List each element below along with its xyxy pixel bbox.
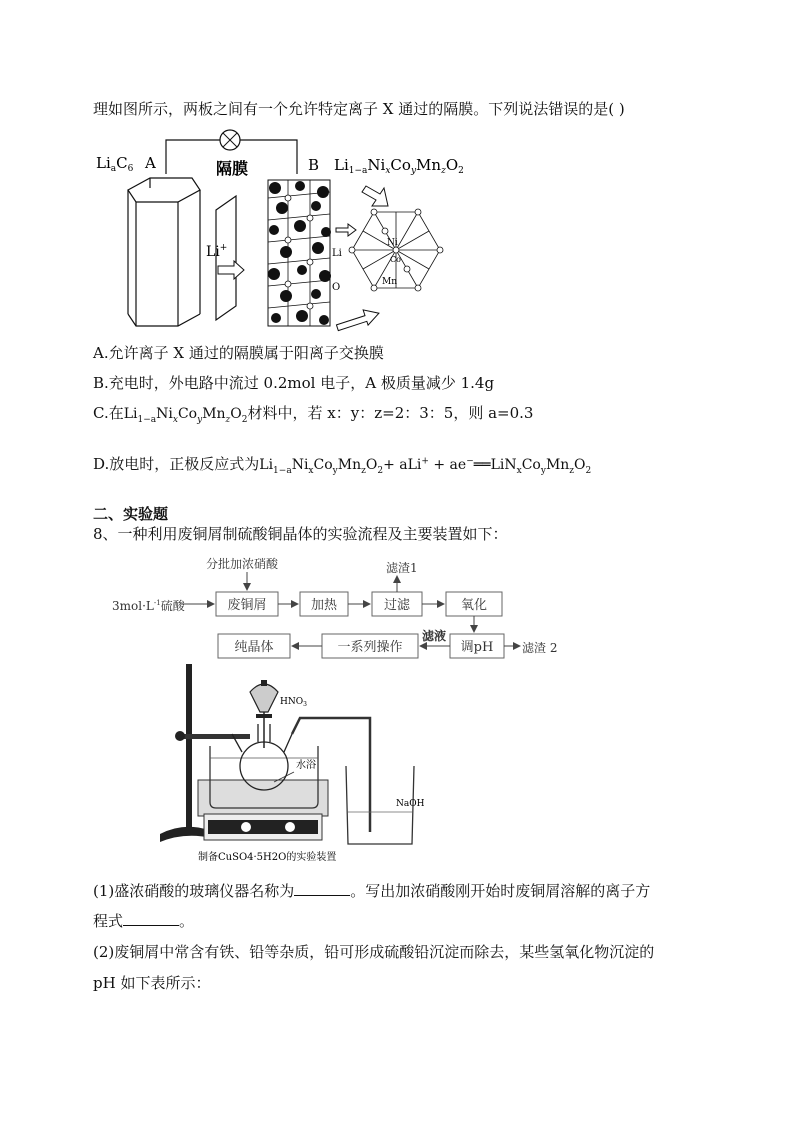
plate-b-label: B xyxy=(308,156,320,174)
li-ion-label: Li+ xyxy=(206,243,228,260)
lattice-li-label: Li xyxy=(332,248,342,259)
residue-2: 滤渣 2 xyxy=(522,641,558,655)
option-b: B.充电时，外电路中流过 0.2mol 电子，A 极质量减少 1.4g xyxy=(93,374,495,392)
subquestion-1-line2: 程式 。 xyxy=(93,912,195,930)
separatory-funnel xyxy=(250,680,278,748)
membrane-label: 隔膜 xyxy=(216,159,249,178)
lattice-o-label: O xyxy=(332,282,341,293)
hno3-label: $HNO_3$ xyxy=(280,697,307,708)
answer-blank-1[interactable] xyxy=(294,881,350,896)
anode-formula: $Li_aC_6$ xyxy=(96,154,134,174)
process-flowchart xyxy=(110,552,570,660)
question-8-stem: 8、一种利用废铜屑制硫酸铜晶体的实验流程及主要装置如下： xyxy=(93,525,508,543)
subquestion-2-line2: pH 如下表所示： xyxy=(93,974,211,992)
filtrate-label: 滤液 xyxy=(422,629,447,643)
plate-a-label: A xyxy=(145,154,156,172)
subquestion-1-line1: (1)盛浓硝酸的玻璃仪器名称为 。写出加浓硝酸刚开始时废铜屑溶解的离子方 xyxy=(93,882,651,900)
option-a: A.允许离子 X 通过的隔膜属于阳离子交换膜 xyxy=(93,344,384,362)
apparatus-caption: 制备CuSO4·5H2O的实验装置 xyxy=(198,852,337,863)
hex-mn-label: Mn xyxy=(382,277,398,287)
anode-prism xyxy=(128,178,200,326)
reagent-h2so4: $3mol\cdot L^{-1}$硫酸 xyxy=(112,599,185,613)
residue-1: 滤渣1 xyxy=(386,561,418,575)
water-bath-label: 水浴 xyxy=(296,760,316,771)
cathode-formula: $Li_{1-a}Ni_xCo_yMn_zO_2$ xyxy=(334,156,464,176)
option-c: C.在$Li_{1-a}Ni_xCo_yMn_zO_2$材料中，若 x：y：z=2：3：5，则 a=0.3 xyxy=(93,404,534,425)
answer-blank-2[interactable] xyxy=(123,911,179,926)
hot-plate xyxy=(198,780,328,840)
flow-text-ph: 调pH xyxy=(460,640,494,655)
flow-text-heat: 加热 xyxy=(310,598,338,613)
question-7-stem: 理如图所示，两板之间有一个允许特定离子 X 通过的隔膜。下列说法错误的是( ) xyxy=(93,100,625,118)
apparatus-diagram xyxy=(100,662,430,868)
cathode-lattice xyxy=(268,180,331,326)
section-title: 二、实验题 xyxy=(93,505,169,523)
naoh-label: NaOH xyxy=(396,799,425,809)
reagent-hno3: 分批加浓硝酸 xyxy=(206,557,279,571)
zoom-arrows xyxy=(335,186,388,334)
flow-text-crystal: 纯晶体 xyxy=(234,640,274,655)
option-d: D.放电时，正极反应式为$Li_{1-a}Ni_xCo_yMn_zO_2+ aLi^+$ + $ae^-══LiN_xCo_yMn_zO_2$ xyxy=(93,455,592,476)
subquestion-2-line1: (2)废铜屑中常含有铁、铅等杂质，铅可形成硫酸铅沉淀而除去，某些氢氧化物沉淀的 xyxy=(93,943,655,961)
flow-text-oxidize: 氧化 xyxy=(460,598,488,613)
flow-text-ops: 一系列操作 xyxy=(337,640,403,655)
flow-text-scrap: 废铜屑 xyxy=(227,598,267,613)
li-ion-arrow xyxy=(218,261,244,279)
battery-diagram xyxy=(90,128,480,338)
hex-co-label: Co xyxy=(390,255,401,264)
hex-ni-label: Ni xyxy=(387,238,398,248)
flow-text-filter: 过滤 xyxy=(383,598,411,613)
